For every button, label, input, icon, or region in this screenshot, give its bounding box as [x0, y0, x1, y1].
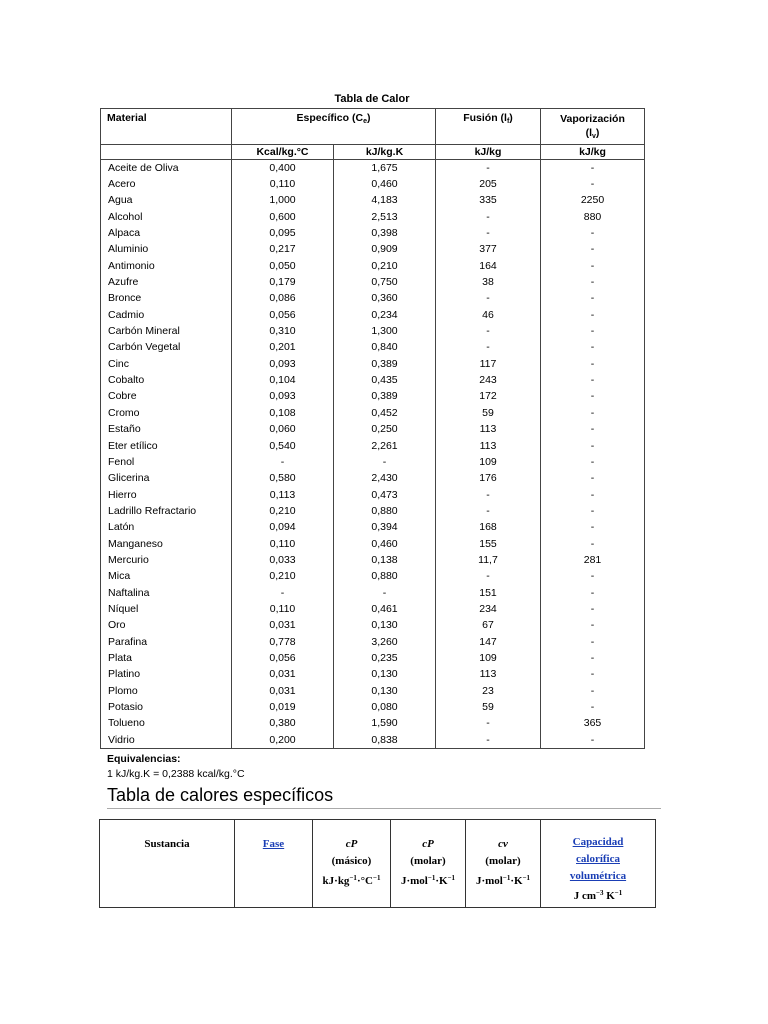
vapor-cell: -	[541, 225, 645, 241]
table-row	[101, 340, 645, 356]
material-cell: Manganeso	[101, 536, 232, 552]
fusion-cell: 59	[436, 405, 541, 421]
material-cell: Plomo	[101, 683, 232, 699]
table-row	[101, 520, 645, 536]
kcal-cell: -	[232, 454, 334, 470]
header-fase	[235, 820, 313, 908]
material-cell: Alpaca	[101, 225, 232, 241]
fusion-cell: 117	[436, 356, 541, 372]
material-cell: Mica	[101, 569, 232, 585]
fusion-cell: 67	[436, 618, 541, 634]
fusion-cell: 46	[436, 307, 541, 323]
material-cell: Bronce	[101, 291, 232, 307]
table-row	[101, 372, 645, 388]
kj-cell: 0,250	[334, 422, 436, 438]
table-row	[101, 160, 645, 177]
capacidad-link[interactable]: Capacidad calorífica volumétrica	[569, 836, 627, 882]
kcal-cell: 0,113	[232, 487, 334, 503]
fusion-cell: -	[436, 732, 541, 749]
table-row	[101, 683, 645, 699]
vapor-cell: -	[541, 650, 645, 666]
kj-cell: 2,430	[334, 471, 436, 487]
table-row	[101, 274, 645, 290]
kj-cell: 4,183	[334, 193, 436, 209]
fusion-cell: 151	[436, 585, 541, 601]
kcal-cell: 0,050	[232, 258, 334, 274]
vapor-cell: -	[541, 422, 645, 438]
material-cell: Aceite de Oliva	[101, 160, 232, 177]
table-row	[101, 503, 645, 519]
vapor-cell: -	[541, 160, 645, 177]
fusion-cell: -	[436, 340, 541, 356]
fusion-cell: -	[436, 209, 541, 225]
fusion-cell: 234	[436, 601, 541, 617]
material-cell: Vidrio	[101, 732, 232, 749]
kcal-cell: 0,200	[232, 732, 334, 749]
kj-cell: 0,138	[334, 552, 436, 568]
kj-cell: 0,394	[334, 520, 436, 536]
vapor-cell: 880	[541, 209, 645, 225]
table-row	[101, 732, 645, 749]
vapor-cell: -	[541, 634, 645, 650]
kj-cell: 0,880	[334, 503, 436, 519]
header-fusion: Fusión $(l_f)$	[436, 109, 541, 145]
vapor-cell: -	[541, 601, 645, 617]
table-row	[101, 585, 645, 601]
kcal-cell: 0,210	[232, 503, 334, 519]
vapor-cell: -	[541, 242, 645, 258]
table-row	[101, 323, 645, 339]
fusion-cell: 377	[436, 242, 541, 258]
vapor-cell: 281	[541, 552, 645, 568]
kj-cell: 0,460	[334, 536, 436, 552]
fase-link[interactable]: Fase	[262, 838, 285, 850]
vapor-cell: -	[541, 471, 645, 487]
vapor-cell: -	[541, 274, 645, 290]
material-cell: Cadmio	[101, 307, 232, 323]
table-row	[101, 699, 645, 715]
kcal-cell: -	[232, 585, 334, 601]
kj-cell: 0,880	[334, 569, 436, 585]
table-row	[101, 569, 645, 585]
material-cell: Carbón Vegetal	[101, 340, 232, 356]
header-material-unit	[101, 145, 232, 160]
fusion-cell: 109	[436, 650, 541, 666]
table-row	[101, 422, 645, 438]
kj-cell: -	[334, 585, 436, 601]
fusion-cell: 109	[436, 454, 541, 470]
fusion-cell: 176	[436, 471, 541, 487]
kcal-cell: 0,110	[232, 176, 334, 192]
material-cell: Ladrillo Refractario	[101, 503, 232, 519]
kcal-cell: 0,093	[232, 356, 334, 372]
vapor-cell: -	[541, 258, 645, 274]
vapor-cell: -	[541, 438, 645, 454]
material-cell: Hierro	[101, 487, 232, 503]
vapor-cell: -	[541, 307, 645, 323]
kcal-cell: 0,056	[232, 307, 334, 323]
material-cell: Cobre	[101, 389, 232, 405]
kcal-cell: 0,110	[232, 601, 334, 617]
vapor-cell: -	[541, 520, 645, 536]
kj-cell: 0,360	[334, 291, 436, 307]
kj-cell: 2,513	[334, 209, 436, 225]
vapor-cell: -	[541, 569, 645, 585]
header-material: Material	[101, 109, 232, 145]
kj-cell: 0,435	[334, 372, 436, 388]
equivalencias-text: 1 kJ/kg.K = 0,2388 kcal/kg.°C	[107, 768, 245, 780]
specific-heat-table	[99, 819, 656, 908]
vapor-cell: -	[541, 389, 645, 405]
material-cell: Níquel	[101, 601, 232, 617]
kcal-cell: 0,380	[232, 716, 334, 732]
material-cell: Acero	[101, 176, 232, 192]
fusion-cell: -	[436, 716, 541, 732]
vapor-cell: -	[541, 323, 645, 339]
material-cell: Carbón Mineral	[101, 323, 232, 339]
header-cp-masico: cP (másico) $kJ\cdot kg^{-1}\cdot^\circ C^{-1}$	[313, 820, 391, 908]
heading-divider	[107, 808, 661, 809]
material-cell: Plata	[101, 650, 232, 666]
kj-cell: -	[334, 454, 436, 470]
kcal-cell: 0,031	[232, 683, 334, 699]
material-cell: Naftalina	[101, 585, 232, 601]
equivalencias-title: Equivalencias:	[107, 753, 181, 765]
material-cell: Fenol	[101, 454, 232, 470]
material-cell: Eter etílico	[101, 438, 232, 454]
table-row	[101, 405, 645, 421]
table-row	[101, 193, 645, 209]
kj-cell: 0,909	[334, 242, 436, 258]
table-row	[101, 291, 645, 307]
fusion-cell: 172	[436, 389, 541, 405]
kj-cell: 0,080	[334, 699, 436, 715]
kj-cell: 0,452	[334, 405, 436, 421]
kj-cell: 0,130	[334, 667, 436, 683]
table-row	[101, 716, 645, 732]
unit-fusion: kJ/kg	[436, 145, 541, 160]
kj-cell: 3,260	[334, 634, 436, 650]
kcal-cell: 0,104	[232, 372, 334, 388]
kj-cell: 0,750	[334, 274, 436, 290]
material-cell: Azufre	[101, 274, 232, 290]
material-cell: Potasio	[101, 699, 232, 715]
kj-cell: 0,461	[334, 601, 436, 617]
fusion-cell: 23	[436, 683, 541, 699]
kcal-cell: 0,110	[232, 536, 334, 552]
fusion-cell: 243	[436, 372, 541, 388]
material-cell: Antimonio	[101, 258, 232, 274]
kj-cell: 2,261	[334, 438, 436, 454]
unit-vapor: kJ/kg	[541, 145, 645, 160]
vapor-cell: 365	[541, 716, 645, 732]
material-cell: Parafina	[101, 634, 232, 650]
kcal-cell: 0,093	[232, 389, 334, 405]
kcal-cell: 0,210	[232, 569, 334, 585]
material-cell: Glicerina	[101, 471, 232, 487]
material-cell: Platino	[101, 667, 232, 683]
vapor-cell: -	[541, 585, 645, 601]
material-cell: Latón	[101, 520, 232, 536]
fusion-cell: 164	[436, 258, 541, 274]
fusion-cell: 205	[436, 176, 541, 192]
table-row	[101, 634, 645, 650]
table-row	[101, 601, 645, 617]
header-vaporizacion: Vaporización $(l_v)$	[541, 109, 645, 145]
table-row	[101, 209, 645, 225]
vapor-cell: -	[541, 487, 645, 503]
table-row	[101, 471, 645, 487]
section-heading: Tabla de calores específicos	[107, 785, 334, 805]
material-cell: Agua	[101, 193, 232, 209]
vapor-cell: -	[541, 683, 645, 699]
kcal-cell: 0,060	[232, 422, 334, 438]
table-row	[101, 618, 645, 634]
kj-cell: 1,675	[334, 160, 436, 177]
heat-table	[100, 108, 645, 749]
material-cell: Alcohol	[101, 209, 232, 225]
fusion-cell: 38	[436, 274, 541, 290]
vapor-cell: -	[541, 732, 645, 749]
header-cp-molar: cP (molar) $J\cdot mol^{-1}\cdot K^{-1}$	[391, 820, 466, 908]
kcal-cell: 0,600	[232, 209, 334, 225]
kcal-cell: 0,086	[232, 291, 334, 307]
kcal-cell: 0,580	[232, 471, 334, 487]
vapor-cell: -	[541, 176, 645, 192]
fusion-cell: -	[436, 160, 541, 177]
material-cell: Cinc	[101, 356, 232, 372]
kcal-cell: 0,179	[232, 274, 334, 290]
kcal-cell: 0,540	[232, 438, 334, 454]
kcal-cell: 1,000	[232, 193, 334, 209]
table-row	[101, 307, 645, 323]
kj-cell: 0,838	[334, 732, 436, 749]
vapor-cell: -	[541, 291, 645, 307]
kcal-cell: 0,310	[232, 323, 334, 339]
table-row	[101, 258, 645, 274]
table-row	[101, 176, 645, 192]
kj-cell: 0,130	[334, 618, 436, 634]
table-row	[101, 536, 645, 552]
table-row	[101, 242, 645, 258]
header-capacidad: Capacidad calorífica volumétrica J $cm^{-3}$ $K^{-1}$	[541, 820, 656, 908]
header-sustancia: Sustancia	[100, 820, 235, 908]
table-row	[101, 667, 645, 683]
kcal-cell: 0,019	[232, 699, 334, 715]
material-cell: Aluminio	[101, 242, 232, 258]
kj-cell: 1,590	[334, 716, 436, 732]
fusion-cell: 335	[436, 193, 541, 209]
kj-cell: 0,460	[334, 176, 436, 192]
table-row	[101, 225, 645, 241]
fusion-cell: 168	[436, 520, 541, 536]
kj-cell: 0,398	[334, 225, 436, 241]
table-row	[101, 454, 645, 470]
vapor-cell: -	[541, 503, 645, 519]
material-cell: Estaño	[101, 422, 232, 438]
material-cell: Cobalto	[101, 372, 232, 388]
vapor-cell: 2250	[541, 193, 645, 209]
table-row	[101, 552, 645, 568]
vapor-cell: -	[541, 667, 645, 683]
fusion-cell: -	[436, 323, 541, 339]
fusion-cell: 113	[436, 422, 541, 438]
vapor-cell: -	[541, 405, 645, 421]
fusion-cell: -	[436, 225, 541, 241]
vapor-cell: -	[541, 618, 645, 634]
fusion-cell: -	[436, 503, 541, 519]
kcal-cell: 0,095	[232, 225, 334, 241]
kcal-cell: 0,056	[232, 650, 334, 666]
fusion-cell: -	[436, 569, 541, 585]
unit-kj: kJ/kg.K	[334, 145, 436, 160]
kcal-cell: 0,201	[232, 340, 334, 356]
table-row	[101, 438, 645, 454]
unit-kcal: Kcal/kg.°C	[232, 145, 334, 160]
fusion-cell: 113	[436, 438, 541, 454]
material-cell: Tolueno	[101, 716, 232, 732]
vapor-cell: -	[541, 372, 645, 388]
kcal-cell: 0,031	[232, 667, 334, 683]
kj-cell: 0,210	[334, 258, 436, 274]
kj-cell: 0,234	[334, 307, 436, 323]
table-row	[101, 487, 645, 503]
kj-cell: 1,300	[334, 323, 436, 339]
kcal-cell: 0,033	[232, 552, 334, 568]
vapor-cell: -	[541, 536, 645, 552]
kcal-cell: 0,031	[232, 618, 334, 634]
kcal-cell: 0,400	[232, 160, 334, 177]
fusion-cell: 155	[436, 536, 541, 552]
table-row	[101, 356, 645, 372]
table-row	[101, 389, 645, 405]
kj-cell: 0,389	[334, 389, 436, 405]
table-row	[101, 650, 645, 666]
kj-cell: 0,130	[334, 683, 436, 699]
kj-cell: 0,473	[334, 487, 436, 503]
fusion-cell: 59	[436, 699, 541, 715]
fusion-cell: -	[436, 291, 541, 307]
table-title: Tabla de Calor	[334, 93, 410, 105]
header-cv-molar: cv (molar) $J\cdot mol^{-1}\cdot K^{-1}$	[466, 820, 541, 908]
fusion-cell: 147	[436, 634, 541, 650]
vapor-cell: -	[541, 340, 645, 356]
kcal-cell: 0,108	[232, 405, 334, 421]
material-cell: Mercurio	[101, 552, 232, 568]
vapor-cell: -	[541, 454, 645, 470]
fusion-cell: 113	[436, 667, 541, 683]
kj-cell: 0,235	[334, 650, 436, 666]
material-cell: Cromo	[101, 405, 232, 421]
material-cell: Oro	[101, 618, 232, 634]
kcal-cell: 0,778	[232, 634, 334, 650]
kcal-cell: 0,094	[232, 520, 334, 536]
kj-cell: 0,840	[334, 340, 436, 356]
fusion-cell: -	[436, 487, 541, 503]
header-especifico: Específico $(C_e)$	[232, 109, 436, 145]
vapor-cell: -	[541, 699, 645, 715]
vapor-cell: -	[541, 356, 645, 372]
kcal-cell: 0,217	[232, 242, 334, 258]
fusion-cell: 11,7	[436, 552, 541, 568]
kj-cell: 0,389	[334, 356, 436, 372]
